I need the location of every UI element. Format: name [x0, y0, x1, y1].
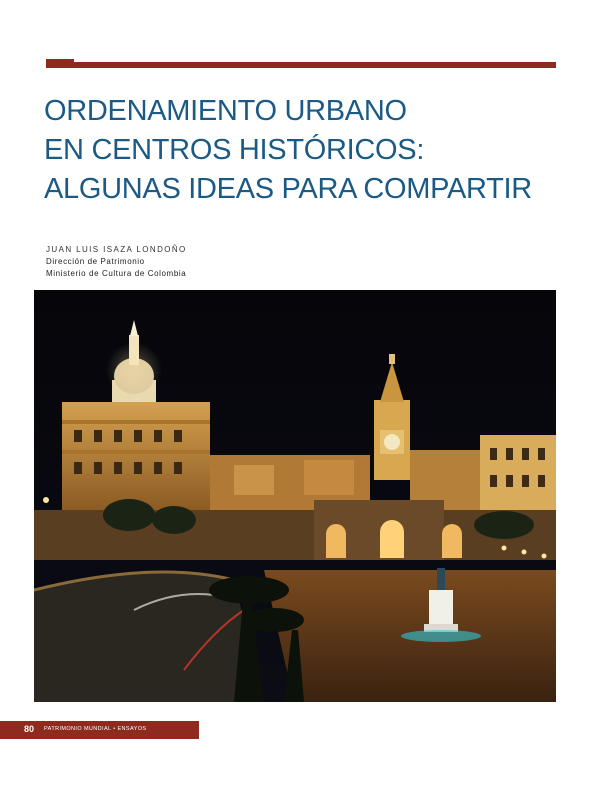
title-line-2: EN CENTROS HISTÓRICOS: — [44, 134, 425, 166]
article-title — [44, 92, 564, 209]
footer-section-label: PATRIMONIO MUNDIAL • ENSAYOS — [44, 726, 147, 732]
page-number: 80 — [24, 724, 35, 734]
top-rule — [46, 62, 556, 68]
author-ministry: Ministerio de Cultura de Colombia — [46, 269, 187, 278]
title-line-1: ORDENAMIENTO URBANO — [44, 95, 407, 127]
night-city-photo — [34, 290, 556, 702]
byline — [46, 244, 187, 280]
author-name: JUAN LUIS ISAZA LONDOÑO — [46, 245, 187, 254]
title-line-3: ALGUNAS IDEAS PARA COMPARTIR — [44, 173, 532, 205]
author-department: Dirección de Patrimonio — [46, 257, 145, 266]
